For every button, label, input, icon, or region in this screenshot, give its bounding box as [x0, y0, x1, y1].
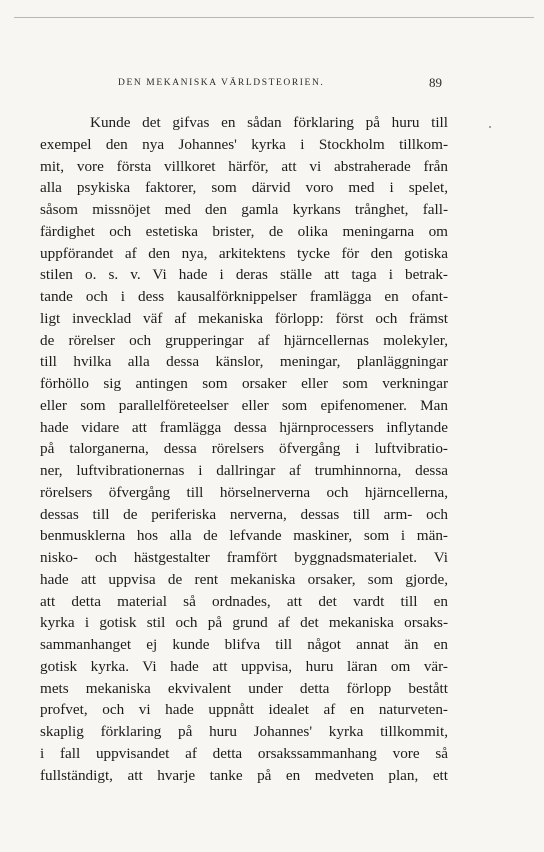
text-line: förhöllo sig antingen som orsaker eller som verkningar [40, 375, 448, 392]
text-line: mets mekaniska ekvivalent under detta förlopp bestått [40, 679, 448, 697]
text-line: hade vidare att framlägga dessa hjärnprocessers inflytande [40, 418, 448, 436]
running-head: DEN MEKANISKA VÄRLDSTEORIEN. [118, 78, 325, 88]
text-line: hade att uppvisa de rent mekaniska orsaker, som gjorde, [40, 570, 448, 588]
stray-ink-mark [489, 126, 491, 128]
text-line: mit, vore första villkoret härför, att vi abstraherade från [40, 157, 448, 175]
text-line: dessas till de periferiska nerverna, dessas till arm- och [40, 505, 448, 523]
text-line: tande och i dess kausalförknippelser framlägga en ofant- [40, 288, 448, 305]
text-line: Kunde det gifvas en sådan förklaring på huru till [90, 114, 448, 131]
page-number: 89 [429, 75, 442, 90]
text-line: i fall uppvisandet af detta orsakssammanhang vore så [40, 744, 448, 762]
text-line: på talorganerna, dessa rörelsers öfvergång i luftvibratio- [40, 440, 448, 458]
text-line: nisko- och hästgestalter framfört byggnadsmaterialet. Vi [40, 549, 448, 566]
text-line: uppförandet af den nya, arkitektens tycke för den gotiska [40, 244, 448, 262]
text-line: de rörelser och grupperingar af hjärncellernas molekyler, [40, 331, 448, 349]
text-line: benmusklerna hos alla de lefvande maskiner, som i män- [40, 527, 448, 545]
text-line: gotisk kyrka. Vi hade att uppvisa, huru läran om vär- [40, 657, 448, 675]
text-line: profvet, och vi hade uppnått idealet af en naturveten- [40, 701, 448, 719]
top-rule [14, 17, 534, 18]
text-line: färdighet och estetiska brister, de olika meningarna om [40, 222, 448, 240]
text-line: rörelsers öfvergång till hörselnerverna och hjärncellerna, [40, 483, 448, 501]
body-text [40, 112, 448, 786]
text-line: fullständigt, att hvarje tanke på en medveten plan, ett [40, 766, 448, 784]
text-line: ligt invecklad väf af mekaniska förlopp: först och främst [40, 309, 448, 327]
text-line: ner, luftvibrationernas i dallringar af trumhinnorna, dessa [40, 462, 448, 479]
text-line: alla psykiska faktorer, som därvid voro med i spelet, [40, 179, 448, 197]
text-line: till hvilka alla dessa känslor, meningar, planläggningar [40, 353, 448, 371]
text-line: skaplig förklaring på huru Johannes' kyrka tillkommit, [40, 723, 448, 740]
text-line: såsom missnöjet med den gamla kyrkans trånghet, fall- [40, 201, 448, 218]
text-line: att detta material så ordnades, att det vardt till en [40, 592, 448, 610]
text-line: eller som parallelföreteelser eller som epifenomener. Man [40, 396, 448, 414]
text-line: exempel den nya Johannes' kyrka i Stockholm tillkom- [40, 135, 448, 153]
text-line: kyrka i gotisk stil och på grund af det mekaniska orsaks- [40, 614, 448, 632]
text-line: stilen o. s. v. Vi hade i deras ställe att taga i betrak- [40, 266, 448, 284]
text-line: sammanhanget ej kunde blifva till något annat än en [40, 636, 448, 653]
